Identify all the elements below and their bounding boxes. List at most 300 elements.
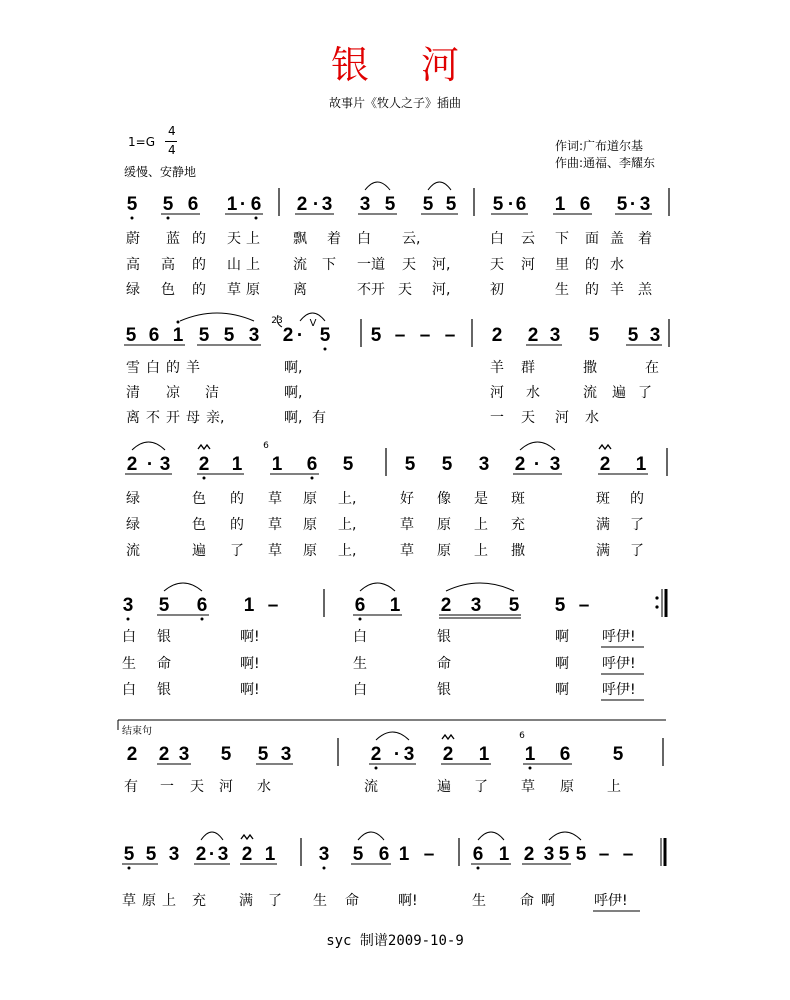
time-signature-bottom: 4 <box>168 143 176 157</box>
note: 6 <box>515 194 527 215</box>
lyric-text: 上, <box>338 517 357 533</box>
song-title: 银 河 <box>330 43 480 87</box>
lyric-text: 命 <box>520 893 534 909</box>
note: 3 <box>159 454 171 475</box>
lyric-text: 命 <box>437 656 451 672</box>
lyric-text: 生 <box>313 893 327 909</box>
note: 6 <box>579 194 591 215</box>
lyric-text: 色 <box>192 491 206 507</box>
lyric-text: 的 <box>630 491 644 507</box>
lyric-text: 是 <box>474 491 488 507</box>
lyric-text: 流 <box>583 385 597 401</box>
lyric-text: 里 <box>555 257 569 273</box>
lyric-text: 面 <box>585 231 599 247</box>
lyric-text: 了 <box>474 779 488 795</box>
ending-label: 结束句 <box>122 726 152 737</box>
lyric-text: 河, <box>432 282 451 298</box>
lyric-text: 亲, <box>206 410 225 426</box>
lyric-text: 草 <box>122 893 136 909</box>
lyric-text: 的 <box>230 517 244 533</box>
note: 5 <box>319 325 331 346</box>
note: 5 <box>352 844 364 865</box>
note: – <box>444 325 456 346</box>
note: 2 <box>195 844 207 865</box>
note: 6 <box>559 744 571 765</box>
lyric-text: 雪 <box>126 360 140 376</box>
lyric-text: 蔚 <box>126 231 140 247</box>
lyric-text: 流 <box>364 779 378 795</box>
lyric-text: 银 <box>157 682 171 698</box>
lyric-text: 啊! <box>240 629 260 645</box>
slur <box>376 732 409 740</box>
note: 1 <box>498 844 510 865</box>
note: 2 <box>440 595 452 616</box>
lyric-text: 啊 <box>555 629 569 645</box>
breath-mark: V <box>309 318 317 329</box>
lyric-text: 斑 <box>511 491 525 507</box>
octave-dot-above <box>177 321 180 324</box>
lyric-text: 绿 <box>126 282 140 298</box>
note: 2 <box>523 844 535 865</box>
lyric-text: 洁 <box>205 385 219 401</box>
lyric-text: 斑 <box>596 491 610 507</box>
note: 5 <box>575 844 587 865</box>
lyric-text: 蓝 <box>166 231 180 247</box>
note: – <box>598 844 610 865</box>
lyric-text: 了 <box>230 543 244 559</box>
note: 6 <box>378 844 390 865</box>
octave-dot-below <box>324 348 327 351</box>
ornament-mark <box>442 735 454 739</box>
lyric-text: 绿 <box>126 517 140 533</box>
lyric-text: 遍 <box>437 779 451 795</box>
lyric-text: 撒 <box>583 360 597 376</box>
lyric-text: 原 <box>437 543 451 559</box>
lyric-text: 河 <box>521 257 535 273</box>
note: 1 <box>635 454 647 475</box>
lyric-text: 羔 <box>638 282 652 298</box>
lyric-text: 原 <box>437 517 451 533</box>
note: 2 <box>158 744 170 765</box>
lyric-text: 上 <box>246 257 260 273</box>
note: · <box>393 744 401 765</box>
lyric-text: 有 <box>124 779 138 795</box>
note: 5 <box>220 744 232 765</box>
lyric-text: 的 <box>192 257 206 273</box>
lyric-text: 原 <box>303 517 317 533</box>
slur <box>428 182 451 190</box>
lyric-text: 一道 <box>357 257 385 273</box>
lyric-text: 啊! <box>398 893 418 909</box>
note: 5 <box>223 325 235 346</box>
note: 5 <box>145 844 157 865</box>
footer-credit: syc 制谱2009-10-9 <box>326 933 464 949</box>
note: 1 <box>231 454 243 475</box>
note: 3 <box>217 844 229 865</box>
lyric-text: 啊! <box>240 656 260 672</box>
lyric-text: 啊 <box>541 893 555 909</box>
lyric-text: 草 <box>268 543 282 559</box>
note: 2 <box>442 744 454 765</box>
note: – <box>267 595 279 616</box>
note: 2 <box>599 454 611 475</box>
note: 6 <box>472 844 484 865</box>
lyric-text: 开 <box>166 410 180 426</box>
lyric-text: 命 <box>345 893 359 909</box>
lyric-text: 盖 <box>610 231 624 247</box>
lyric-text: 草 <box>400 543 414 559</box>
lyric-text: 流 <box>293 257 307 273</box>
lyric-text: 白 <box>357 231 371 247</box>
lyric-text: 草 <box>227 282 241 298</box>
note: 2 <box>241 844 253 865</box>
note: 3 <box>359 194 371 215</box>
ornament-mark <box>198 445 210 449</box>
lyric-text: 遍 <box>612 385 626 401</box>
lyric-text: 呼伊! <box>602 682 636 698</box>
lyric-text: 银 <box>437 682 451 698</box>
note: 5 <box>627 325 639 346</box>
lyric-text: 高 <box>161 257 175 273</box>
lyric-text: 像 <box>437 491 451 507</box>
lyric-text: 银 <box>157 629 171 645</box>
lyric-text: 的 <box>585 257 599 273</box>
grace-note: 23 <box>271 316 283 326</box>
lyric-text: 原 <box>303 491 317 507</box>
note: 1 <box>243 595 255 616</box>
tempo-marking: 缓慢、安静地 <box>124 165 197 179</box>
note: · <box>296 325 304 346</box>
octave-dot-below <box>359 618 362 621</box>
lyric-text: 遍 <box>192 543 206 559</box>
note: – <box>578 595 590 616</box>
note: 5 <box>126 194 138 215</box>
lyric-text: 离 <box>293 282 307 298</box>
lyric-text: 生 <box>353 656 367 672</box>
lyric-text: 云 <box>521 231 535 247</box>
lyric-text: 原 <box>560 779 574 795</box>
lyric-text: 满 <box>596 517 610 533</box>
lyric-text: 初 <box>490 282 504 298</box>
note: 3 <box>543 844 555 865</box>
slur <box>180 313 254 321</box>
lyric-text: 凉 <box>166 385 180 401</box>
octave-dot-below <box>127 618 130 621</box>
octave-dot-below <box>201 618 204 621</box>
note: 5 <box>492 194 504 215</box>
lyric-text: 色 <box>192 517 206 533</box>
note: 2 <box>126 744 138 765</box>
lyric-text: 了 <box>630 543 644 559</box>
lyric-text: 充 <box>511 517 525 533</box>
lyric-text: 下 <box>322 257 336 273</box>
lyric-text: 不 <box>146 410 160 426</box>
lyric-text: 原 <box>142 893 156 909</box>
slur <box>520 442 555 450</box>
lyric-text: 的 <box>192 282 206 298</box>
lyric-text: 天 <box>398 282 412 298</box>
lyric-text: 白 <box>490 231 504 247</box>
lyric-text: 色 <box>161 282 175 298</box>
lyric-text: 水 <box>257 779 271 795</box>
note: 2 <box>282 325 294 346</box>
octave-dot-below <box>128 867 131 870</box>
lyric-text: 啊, <box>284 360 303 376</box>
note: 5 <box>554 595 566 616</box>
note: 3 <box>318 844 330 865</box>
lyric-text: 水 <box>585 410 599 426</box>
lyric-text: 白 <box>353 629 367 645</box>
lyric-text: 羊 <box>610 282 624 298</box>
lyric-text: 生 <box>472 893 486 909</box>
lyric-text: 撒 <box>511 543 525 559</box>
lyric-text: 满 <box>239 893 253 909</box>
lyric-text: 命 <box>157 656 171 672</box>
slur <box>358 832 384 840</box>
note: 6 <box>306 454 318 475</box>
note: 1 <box>389 595 401 616</box>
note: 2 <box>126 454 138 475</box>
note: 1 <box>264 844 276 865</box>
lyric-text: 上 <box>474 517 488 533</box>
octave-dot-below <box>255 217 258 220</box>
lyric-text: 绿 <box>126 491 140 507</box>
lyric-text: 河 <box>219 779 233 795</box>
note: 5 <box>508 595 520 616</box>
lyric-text: 白 <box>353 682 367 698</box>
note: – <box>622 844 634 865</box>
grace-note: 6 <box>519 731 525 741</box>
note: 5 <box>588 325 600 346</box>
repeat-dot <box>655 605 658 608</box>
octave-dot-below <box>167 217 170 220</box>
lyric-text: 的 <box>192 231 206 247</box>
note: 2 <box>296 194 308 215</box>
lyric-text: 流 <box>126 543 140 559</box>
note: 1 <box>478 744 490 765</box>
lyric-text: 啊 <box>555 682 569 698</box>
note: · <box>533 454 541 475</box>
lyric-text: 白 <box>146 360 160 376</box>
lyric-text: 一 <box>490 410 504 426</box>
lyric-text: 在 <box>645 360 659 376</box>
note: · <box>208 844 216 865</box>
lyric-text: 羊 <box>186 360 200 376</box>
lyric-text: 天 <box>402 257 416 273</box>
lyric-text: 羊 <box>490 360 504 376</box>
lyric-text: 草 <box>521 779 535 795</box>
lyric-text: 有 <box>312 410 326 426</box>
note: 5 <box>612 744 624 765</box>
note: 2 <box>491 325 503 346</box>
lyric-text: 了 <box>630 517 644 533</box>
note: 3 <box>248 325 260 346</box>
slur <box>549 832 581 840</box>
note: 1 <box>398 844 410 865</box>
note: 3 <box>168 844 180 865</box>
lyric-text: 原 <box>246 282 260 298</box>
lyric-text: 生 <box>122 656 136 672</box>
lyric-text: 了 <box>638 385 652 401</box>
note: 1 <box>271 454 283 475</box>
repeat-dot <box>655 596 658 599</box>
note: 6 <box>196 595 208 616</box>
lyric-text: 河 <box>555 410 569 426</box>
note: 3 <box>639 194 651 215</box>
lyric-text: 充 <box>192 893 206 909</box>
lyric-text: 啊, <box>284 410 303 426</box>
lyric-text: 离 <box>126 410 140 426</box>
note: 5 <box>422 194 434 215</box>
octave-dot-below <box>477 867 480 870</box>
lyric-text: 上 <box>162 893 176 909</box>
lyric-text: 云, <box>402 231 421 247</box>
lyric-text: 河 <box>490 385 504 401</box>
note: 3 <box>178 744 190 765</box>
lyric-text: 啊 <box>555 656 569 672</box>
song-subtitle: 故事片《牧人之子》插曲 <box>328 96 461 110</box>
octave-dot-below <box>131 217 134 220</box>
octave-dot-below <box>375 767 378 770</box>
lyric-text: 啊! <box>240 682 260 698</box>
note: 3 <box>649 325 661 346</box>
key-signature: 1=G <box>128 135 155 149</box>
note: 5 <box>162 194 174 215</box>
note: 5 <box>123 844 135 865</box>
time-signature-top: 4 <box>168 124 176 138</box>
note: 5 <box>198 325 210 346</box>
octave-dot-below <box>323 867 326 870</box>
lyric-text: 清 <box>126 385 140 401</box>
lyric-text: 水 <box>526 385 540 401</box>
note: 1 <box>524 744 536 765</box>
lyric-text: 白 <box>122 629 136 645</box>
note: 5 <box>125 325 137 346</box>
grace-note: 6 <box>263 441 269 451</box>
note: 5 <box>370 325 382 346</box>
lyric-text: 的 <box>166 360 180 376</box>
note: 3 <box>321 194 333 215</box>
note: 5 <box>404 454 416 475</box>
lyric-text: 的 <box>585 282 599 298</box>
note: 5 <box>342 454 354 475</box>
lyric-text: 着 <box>638 231 652 247</box>
note: – <box>419 325 431 346</box>
lyric-text: 白 <box>122 682 136 698</box>
note: 2 <box>370 744 382 765</box>
lyric-text: 上 <box>607 779 621 795</box>
lyric-text: 上, <box>338 543 357 559</box>
note: – <box>423 844 435 865</box>
ornament-mark <box>599 445 611 449</box>
lyric-text: 的 <box>230 491 244 507</box>
lyricist-credit: 作词:广布道尔基 <box>555 139 644 153</box>
note: 5 <box>158 595 170 616</box>
octave-dot-below <box>529 767 532 770</box>
note: 2 <box>527 325 539 346</box>
slur <box>478 832 504 840</box>
lyric-text: 母 <box>186 410 200 426</box>
lyric-text: 天 <box>227 231 241 247</box>
slur <box>132 442 165 450</box>
note: 3 <box>280 744 292 765</box>
lyric-text: 呼伊! <box>594 893 628 909</box>
note: 3 <box>403 744 415 765</box>
note: · <box>629 194 637 215</box>
lyric-text: 草 <box>400 517 414 533</box>
note: 2 <box>198 454 210 475</box>
note: 3 <box>549 325 561 346</box>
note: 5 <box>384 194 396 215</box>
lyric-text: 草 <box>268 491 282 507</box>
lyric-text: 天 <box>190 779 204 795</box>
lyric-text: 银 <box>437 629 451 645</box>
lyric-text: 飘 <box>293 231 307 247</box>
lyric-text: 生 <box>555 282 569 298</box>
note: 3 <box>478 454 490 475</box>
lyric-text: 不开 <box>357 282 385 298</box>
note: 5 <box>441 454 453 475</box>
note: 2 <box>514 454 526 475</box>
lyric-text: 一 <box>160 779 174 795</box>
composer-credit: 作曲:通福、李耀东 <box>555 156 656 170</box>
lyric-text: 下 <box>555 231 569 247</box>
note: · <box>146 454 154 475</box>
lyric-text: 啊, <box>284 385 303 401</box>
note: 1 <box>226 194 238 215</box>
slur <box>201 832 223 840</box>
note: 3 <box>549 454 561 475</box>
note: 3 <box>122 595 134 616</box>
note: · <box>239 194 247 215</box>
lyric-text: 水 <box>610 257 624 273</box>
note: 5 <box>558 844 570 865</box>
lyric-text: 原 <box>303 543 317 559</box>
note: 3 <box>470 595 482 616</box>
lyric-text: 群 <box>521 360 535 376</box>
lyric-text: 了 <box>268 893 282 909</box>
note: · <box>312 194 320 215</box>
lyric-text: 草 <box>268 517 282 533</box>
octave-dot-below <box>311 477 314 480</box>
slur <box>446 583 514 591</box>
note: – <box>394 325 406 346</box>
note: 5 <box>616 194 628 215</box>
note: 5 <box>445 194 457 215</box>
lyric-text: 上, <box>338 491 357 507</box>
lyric-text: 高 <box>126 257 140 273</box>
lyric-text: 山 <box>227 257 241 273</box>
lyric-text: 天 <box>490 257 504 273</box>
note: 1 <box>172 325 184 346</box>
note: 6 <box>187 194 199 215</box>
note: 6 <box>354 595 366 616</box>
lyric-text: 呼伊! <box>602 656 636 672</box>
octave-dot-below <box>203 477 206 480</box>
lyric-text: 上 <box>474 543 488 559</box>
lyric-text: 上 <box>246 231 260 247</box>
lyric-text: 着 <box>327 231 341 247</box>
lyric-text: 河, <box>432 257 451 273</box>
note: 6 <box>250 194 262 215</box>
note: 5 <box>257 744 269 765</box>
note: 1 <box>554 194 566 215</box>
lyric-text: 满 <box>596 543 610 559</box>
ornament-mark <box>241 835 253 839</box>
note: 6 <box>148 325 160 346</box>
slur <box>360 583 395 591</box>
note: · <box>507 194 515 215</box>
